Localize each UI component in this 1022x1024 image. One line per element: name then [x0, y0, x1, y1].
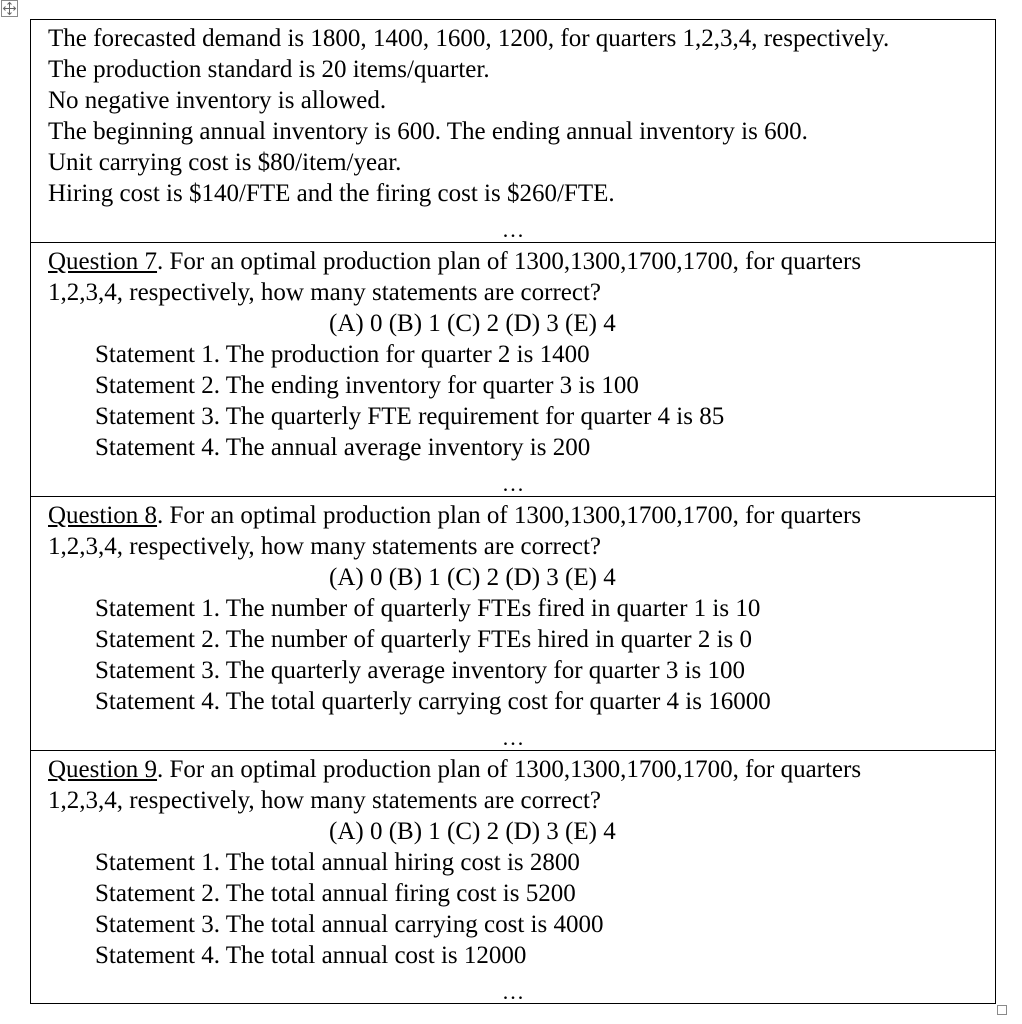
four-way-arrow-icon — [2, 1, 17, 16]
question-prompt — [48, 500, 861, 531]
question-number: Question 8 — [48, 502, 158, 529]
ellipsis: ... — [502, 725, 526, 750]
question-number: Question 9 — [48, 756, 158, 783]
document-table — [30, 19, 996, 1004]
question-cell[interactable] — [31, 751, 996, 1004]
question-row — [31, 497, 996, 751]
ellipsis: ... — [502, 217, 526, 242]
question-prompt — [48, 754, 861, 785]
question-prompt-text: . For an optimal production plan of 1300,1300,1700,1700, for quarters — [157, 502, 862, 529]
question-prompt-line2: 1,2,3,4, respectively, how many statements are correct? — [48, 787, 602, 814]
question-prompt-text: . For an optimal production plan of 1300,1300,1700,1700, for quarters — [157, 248, 862, 275]
ellipsis: ... — [502, 471, 526, 496]
statement: Statement 2. The total annual firing cost is 5200 — [95, 880, 576, 907]
question-cell[interactable] — [31, 497, 996, 751]
question-prompt-text: . For an optimal production plan of 1300,1300,1700,1700, for quarters — [157, 756, 862, 783]
answer-choices: (A) 0 (B) 1 (C) 2 (D) 3 (E) 4 — [329, 310, 616, 337]
question-number: Question 7 — [48, 248, 158, 275]
given-line: Unit carrying cost is $80/item/year. — [48, 149, 402, 176]
statement: Statement 3. The quarterly average inventory for quarter 3 is 100 — [95, 657, 746, 684]
statement: Statement 4. The total annual cost is 12000 — [95, 942, 527, 969]
ellipsis: ... — [502, 979, 526, 1004]
statement: Statement 3. The total annual carrying cost is 4000 — [95, 911, 604, 938]
statement: Statement 1. The production for quarter 2 is 1400 — [95, 341, 590, 368]
statement: Statement 2. The ending inventory for quarter 3 is 100 — [95, 372, 639, 399]
question-prompt-line2: 1,2,3,4, respectively, how many statements are correct? — [48, 279, 602, 306]
statement: Statement 4. The annual average inventory is 200 — [95, 434, 591, 461]
given-cell[interactable] — [31, 20, 996, 243]
question-row — [31, 751, 996, 1004]
statement: Statement 1. The total annual hiring cost is 2800 — [95, 849, 580, 876]
given-line: No negative inventory is allowed. — [48, 87, 387, 114]
given-line: Hiring cost is $140/FTE and the firing cost is $260/FTE. — [48, 180, 615, 207]
statement: Statement 4. The total quarterly carrying cost for quarter 4 is 16000 — [95, 688, 771, 715]
answer-choices: (A) 0 (B) 1 (C) 2 (D) 3 (E) 4 — [329, 564, 616, 591]
question-prompt-line2: 1,2,3,4, respectively, how many statements are correct? — [48, 533, 602, 560]
given-line: The beginning annual inventory is 600. The ending annual inventory is 600. — [48, 118, 808, 145]
table-resize-handle-icon[interactable] — [997, 1005, 1007, 1015]
statement: Statement 2. The number of quarterly FTEs hired in quarter 2 is 0 — [95, 626, 753, 653]
question-prompt — [48, 246, 861, 277]
question-row — [31, 243, 996, 497]
given-line: The forecasted demand is 1800, 1400, 1600, 1200, for quarters 1,2,3,4, respectively. — [48, 25, 890, 52]
statement: Statement 1. The number of quarterly FTEs fired in quarter 1 is 10 — [95, 595, 761, 622]
answer-choices: (A) 0 (B) 1 (C) 2 (D) 3 (E) 4 — [329, 818, 616, 845]
given-row — [31, 20, 996, 243]
question-cell[interactable] — [31, 243, 996, 497]
table-move-handle-icon[interactable] — [1, 0, 18, 17]
given-line: The production standard is 20 items/quarter. — [48, 56, 490, 83]
statement: Statement 3. The quarterly FTE requirement for quarter 4 is 85 — [95, 403, 725, 430]
